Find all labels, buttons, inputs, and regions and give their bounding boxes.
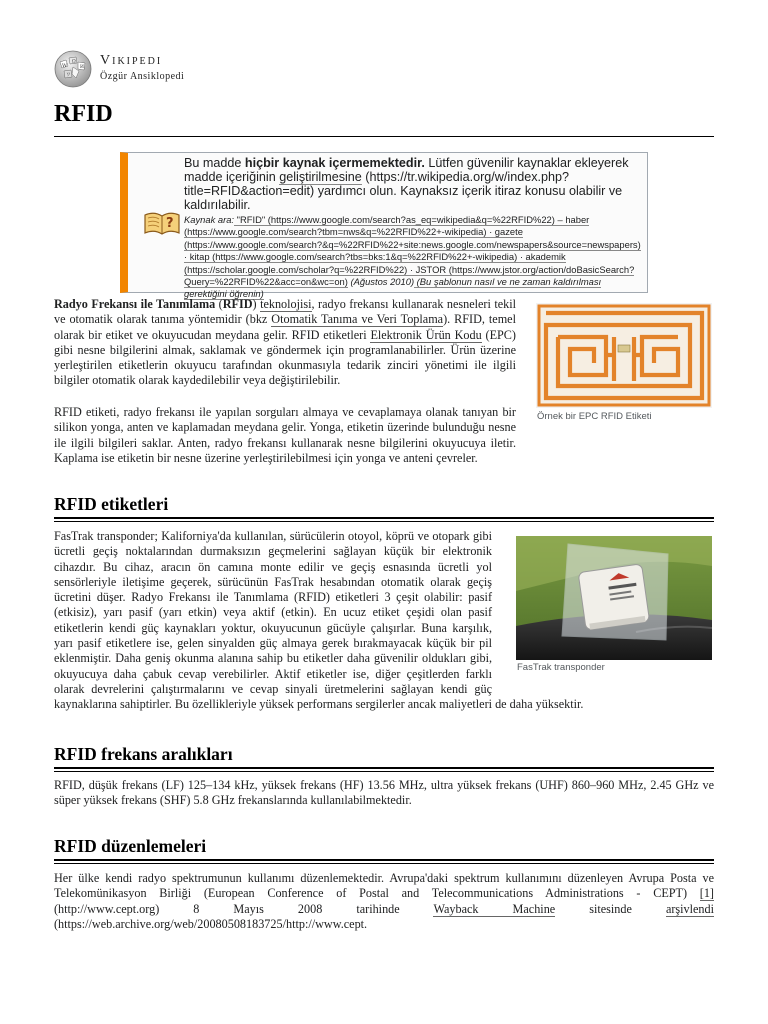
search-label: Kaynak ara: [184,214,235,225]
title-divider [54,136,714,137]
wayback-machine-link[interactable]: Wayback Machine [433,901,556,916]
notice-bold: hiçbir kaynak içermemektedir. [244,156,425,170]
template-help-link[interactable]: (Bu şablonun nasıl ve ne zaman kaldırılması gerektiğini öğrenin) [184,276,602,300]
globe-logo-icon [54,50,92,88]
term-abbr: RFID [222,297,253,311]
improve-link[interactable]: geliştirilmesine [279,170,362,184]
link-elektronik-urun-kodu[interactable]: Elektronik Ürün Kodu [370,327,482,342]
page-title: RFID [54,101,113,127]
section-rfid-etiketleri-text: FasTrak transponder; Kaliforniya'da kullanılan, sürücülerin otoyol, köprü ve otopark gibi ücretli geçiş noktalarından durmaksızın geçmelerini sağlayan küçük bir elektronik cihazdır. Bu cihaz, aracın ön camına monte edilir ve geçiş esnasında ücretli yol sensörleriyle iletişime geçerek, sürücünün FasTrak hesabından otomatik olarak geçiş ücretini düşer. Radyo Frekansı ile Tanımlama (RFID) etiketleri 3 çeşit olabilir: pasif (etkisiz), yarı pasif (yarı etkin) veya aktif (etkin). En ucuz etiket çeşidi olan pasif etiketlerin kendi güç kaynakları yoktur, okuyucunun gücüyle çalışırlar. Buna karşılık, yarı pasif etiketlere ise, gelen sinyalden güç almaya gerek bırakmayacak küçük bir pil eklenmiştir. Daha geniş okunma alanına sahip bu etiketler daha güvenilir oldukları gibi, okuyucuya daha çabuk cevap verebilirler. Aktif etiketler ise, diğer çeşitlerden farklı olarak devrelerini çalıştırmalarını ve cevap sinyali üretmelerini sağlayan kendi güç kaynaklarına sahiptirler. Bu özellikleriyle yüksek performans sergilerler ancak maliyetleri de daha yüksektir. [54,529,714,713]
section-divider [54,767,714,772]
no-sources-notice [120,152,648,300]
notice-intro: Bu madde [184,156,245,170]
link-otomatik-tanima[interactable]: Otomatik Tanıma ve Veri Toplama [271,312,444,327]
archived-link[interactable]: arşivlendi [665,901,714,916]
wordmark: Vikipedi [100,53,163,68]
fastrak-caption: FasTrak transponder [517,662,605,673]
section-duzenlemeler-text: Her ülke kendi radyo spektrumunun kullanımı düzenlemektedir. Avrupa'daki spektrum kullanımını düzenleyen Avrupa Posta ve Telekomünikasyon Birliği (European Conference of Postal and Telecommunications Administrations - CEPT) [1] (http://www.cept.org) 8 Mayıs 2008 tarihinde Wayback Machine sitesinde arşivlendi (https://web.archive.org/web/20080508183725/http://www.cept. [54,871,714,931]
date-note: (Ağustos 2010) [347,276,415,288]
notice-text-a: Lütfen güvenilir kaynaklar ekleyerek madde içeriğinin [184,156,629,184]
section-heading-frekans-araliklari: RFID frekans aralıkları [54,744,233,764]
reference-link-1[interactable]: [1] [699,886,714,901]
notice-text-b: (https://tr.wikipedia.org/w/index.php?title=RFID&action=edit) yardımcı olun. Kaynaksız içerik itiraz konusu olabilir ve kaldırılabilir. [184,170,623,212]
figure-float-spacer [492,529,714,684]
section-heading-rfid-etiketleri: RFID etiketleri [54,494,169,514]
tagline: Özgür Ansiklopedi [100,71,185,82]
wikipedia-logo[interactable] [54,50,254,90]
svg-text:И: И [80,65,84,70]
section-heading-duzenlemeler: RFID düzenlemeleri [54,836,207,856]
svg-text:ワ: ワ [66,73,71,78]
svg-text:W: W [62,63,68,69]
svg-text:Ω: Ω [72,59,76,65]
book-question-icon [142,205,182,239]
svg-text:?: ? [166,216,174,231]
link-teknoloji[interactable]: teknolojisi [260,297,312,311]
section-frekans-text: RFID, düşük frekans (LF) 125–134 kHz, yüksek frekans (HF) 13.56 MHz, ultra yüksek frekans (UHF) 860–960 MHz, 2.45 GHz ve süper yüksek frekans (SHF) 5.8 GHz frekanslarında kullanılabilmektedir. [54,778,714,808]
section-divider [54,859,714,864]
section-divider [54,517,714,522]
search-links[interactable]: "RFID" (https://www.google.com/search?as_eq=wikipedia&q=%22RFID%22) – haber (https://www.google.com/search?tbm=nws&q=%22RFID%22+-wikipedia) · gazete (https://www.google.com/search?&q=%22RFID%22+site:news.google.com/newspapers&source=newspapers) · kitap (https://www.google.com/search?tbs=bks:1&q=%22RFID%22+-wikipedia) · akademik (https://scholar.google.com/scholar?q=%22RFID%22) · JSTOR (https://www.jstor.org/action/doBasicSearch?Query=%22RFID%22&acc=on&wc=on) [184,214,641,288]
intro-paragraph-1: Radyo Frekansı ile Tanımlama (RFID) teknolojisi, radyo frekansı kullanarak nesneleri tekil ve otomatik olarak tanıma yöntemidir (bkz Otomatik Tanıma ve Veri Toplama). RFID, temel olarak bir etiket ve okuyucudan meydana gelir. RFID etiketleri Elektronik Ürün Kodu (EPC) gibi nesne bilgilerini almak, saklamak ve göndermek için programlanabilirler. Ürün üzerine yerleştirilen etiketlerin okuyucu tarafından okunmasıyla tedarik zinciri yönetimi ile ilgili bilgiler otomatik olarak kaydedilebilir veya değiştirilebilir. [54,297,517,388]
epc-rfid-tag-image[interactable] [536,303,712,408]
intro-paragraph-2: RFID etiketi, radyo frekansı ile yapılan sorguları almaya ve cevaplamaya olanak tanıyan bir silikon yonga, anten ve kaplamadan meydana gelir. Yonga, etiketin üzerinde bulunduğu nesne ile ilgili bilgileri saklar. Anten, radyo frekansı kullanarak nesne bilgilerini okuyucuya iletir. Kaplama ise etiketin bir nesne üzerine yerleştirilebilmesi için yonga ve anteni çevreler. [54,405,516,465]
epc-tag-caption: Örnek bir EPC RFID Etiketi [537,411,652,422]
term-bold: Radyo Frekansı ile Tanımlama [54,297,216,311]
